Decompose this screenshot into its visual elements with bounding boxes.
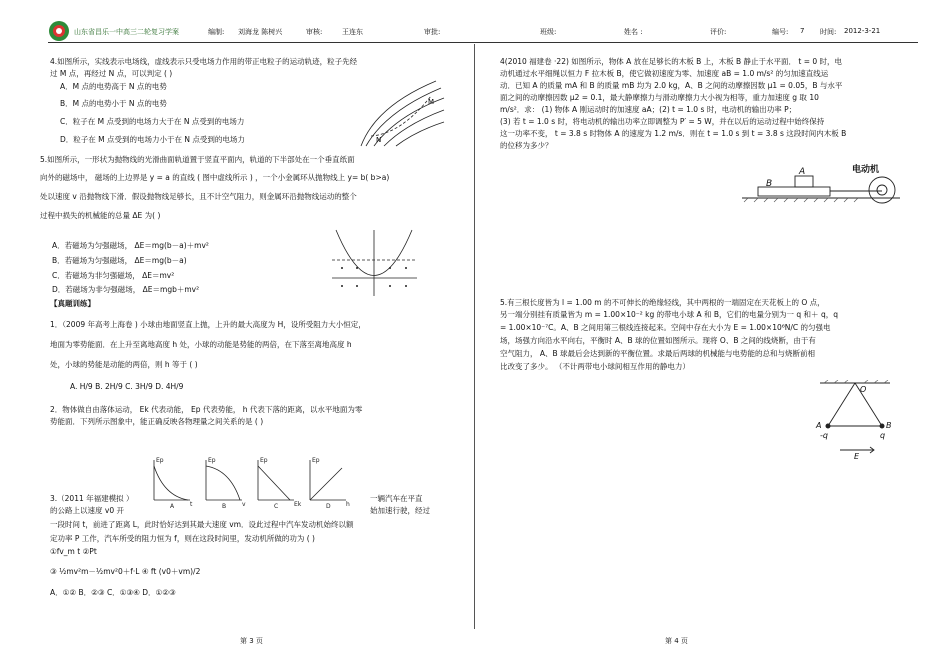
r-q5-line2: 另一端分别挂有质量皆为 m = 1.00×10⁻² kg 的带电小球 A 和 B，它们的电量分别为一 q 和＋ q，q <box>500 310 838 319</box>
r-q4-line7: 这一功率不变， t = 3.8 s 时物体 A 的速度为 1.2 m/s．则在 t = 1.0 s 到 t = 3.8 s 这段时间内木板 B <box>500 129 847 138</box>
name-label: 姓名 : <box>624 28 643 36</box>
fig-a-label: A <box>816 421 822 430</box>
block-b-label: B <box>766 179 773 189</box>
q5-line2: 向外的磁场中， 磁场的上边界是 y = a 的直线 ( 图中虚线所示 ) ，一个小金属环从抛物线上 y= b( b>a) <box>40 173 390 182</box>
number-value: 7 <box>800 27 805 35</box>
t2-line1: 2．物体做自由落体运动， Ek 代表动能， Ep 代表势能， h 代表下落的距离，以水平地面为零 <box>50 405 363 414</box>
graph-a-xlabel: t <box>190 501 193 508</box>
t1-line3: 处，小球的势能是动能的两倍，则 h 等于 ( ) <box>50 360 198 369</box>
reviewer-label: 审核: <box>306 28 323 36</box>
school-name: 山东省昌乐一中高三二轮复习学案 <box>74 28 179 36</box>
r-q5-line5: 空气阻力， A、B 球最后会达到新的平衡位置。求最后两球的机械能与电势能的总和与烧断前相 <box>500 349 816 358</box>
r-q4-line3: 动．已知 A 的质量 mA 和 B 的质量 mB 均为 2.0 kg，A、B 之间的动摩擦因数 μ1 = 0.05，B 与水平 <box>500 81 843 90</box>
fig-minus-q-label: -q <box>820 431 828 440</box>
graph-b-letter: B <box>222 503 227 508</box>
section-title: 【真题训练】 <box>50 299 95 308</box>
q4-line2: 过 M 点，再经过 N 点，可以判定 ( ) <box>50 69 173 78</box>
t1-line2: 地面为零势能面．在上升至离地高度 h 处，小球的动能是势能的两倍，在下落至离地高度 h <box>50 340 352 349</box>
svg-text:M: M <box>428 98 435 106</box>
r-q4-line8: 的位移为多少？ <box>500 141 553 150</box>
t3-line1: 3.（2011 年福建模拟 ） <box>50 494 134 503</box>
block-a-label: A <box>799 167 806 177</box>
graph-a-letter: A <box>170 503 175 508</box>
eval-label: 评价: <box>710 28 727 36</box>
q5-option-a: A．若磁场为匀强磁场， ΔE＝mg(b－a)＋mv² <box>52 241 209 250</box>
t1-line1: 1．（2009 年高考上海卷 ) 小球由地面竖直上抛，上升的最大高度为 H，设所受阻力大小恒定， <box>50 320 366 329</box>
q5-line1: 5.如图所示，一形状为抛物线的光滑曲面轨道置于竖直平面内，轨道的下半部处在一个垂直纸面 <box>40 155 355 164</box>
page-number-right: 第 4 页 <box>665 637 688 645</box>
page-header <box>48 22 918 43</box>
r-q5-line6: 比改变了多少。 （不计两带电小球间相互作用的静电力） <box>500 362 690 371</box>
q5-option-c: C．若磁场为非匀强磁场， ΔE＝mv² <box>52 271 175 280</box>
triangle-figure <box>810 380 900 464</box>
r-q5-line4: 场，场强方向沿水平向右，平衡时 A、B 球的位置如图所示。现将 O、B 之间的线烧断，由于有 <box>500 336 816 345</box>
graphs-figure <box>150 456 355 512</box>
t3-options: A．①② B．②③ C．①③④ D．①②③ <box>50 588 176 597</box>
class-label: 班级: <box>540 28 557 36</box>
r-q5-line1: 5.有三根长度皆为 l = 1.00 m 的不可伸长的绝缘轻线，其中两根的一端固定在天花板上的 O 点， <box>500 298 825 307</box>
r-q4-line5: m/s²．求： (1) 物体 A 刚运动时的加速度 aA；(2) t = 1.0 s 时，电动机的输出功率 P； <box>500 105 797 114</box>
time-value: 2012-3-21 <box>844 27 881 35</box>
t3-line2: 的公路上以速度 v0 开 <box>50 506 124 515</box>
approve-label: 审批: <box>424 28 441 36</box>
column-divider <box>474 44 475 629</box>
t3-line2b: 始加速行驶，经过 <box>370 506 430 515</box>
t3-line1b: 一辆汽车在平直 <box>370 494 423 503</box>
graph-c-xlabel: Ek <box>294 501 302 508</box>
graph-d-xlabel: h <box>346 501 350 508</box>
t3-line5: ①fv_m t ②Pt <box>50 547 97 556</box>
graph-c-letter: C <box>274 503 279 508</box>
q5-option-d: D．若磁场为非匀强磁场， ΔE＝mgb＋mv² <box>52 285 200 294</box>
r-q5-line3: = 1.00×10⁻⁷C。A、B 之间用第三根线连接起来。空间中存在大小为 E = 1.00×10⁶N/C 的匀强电 <box>500 323 831 332</box>
graph-c-ylabel: Ep <box>260 457 268 464</box>
number-label: 编号: <box>772 28 789 36</box>
graph-b-ylabel: Ep <box>208 457 216 464</box>
t3-line4: 定功率 P 工作，汽车所受的阻力恒为 f，则在这段时间里，发动机所做的功为 ( ) <box>50 534 315 543</box>
graph-b-xlabel: v <box>242 501 246 508</box>
parabola-figure <box>322 226 422 304</box>
fig-plus-q-label: q <box>880 431 886 440</box>
r-q4-line2: 动机通过水平细绳以恒力 F 拉木板 B，使它做初速度为零、加速度 aB = 1.0 m/s² 的匀加速直线运 <box>500 69 829 78</box>
r-q4-line4: 面之间的动摩擦因数 μ2 = 0.1，最大静摩擦力与滑动摩擦力大小视为相等，重力加速度 g 取 10 <box>500 93 819 102</box>
svg-text:N: N <box>376 136 382 144</box>
q4-line1: 4.如图所示，实线表示电场线，虚线表示只受电场力作用的带正电粒子的运动轨迹，粒子先经 <box>50 57 358 66</box>
t3-line3: 一段时间 t，前进了距离 L，此时恰好达到其最大速度 vm．设此过程中汽车发动机始终以额 <box>50 520 354 529</box>
q5-option-b: B．若磁场为匀强磁场， ΔE＝mg(b－a) <box>52 256 187 265</box>
page-number-left: 第 3 页 <box>240 637 263 645</box>
t1-options: A. H/9 B. 2H/9 C. 3H/9 D. 4H/9 <box>70 382 184 391</box>
fig-b-label: B <box>886 421 892 430</box>
graph-a-ylabel: Ep <box>156 457 164 464</box>
graph-d-ylabel: Ep <box>312 457 320 464</box>
graph-d-letter: D <box>326 503 331 508</box>
q5-line4: 过程中损失的机械能的总量 ΔE 为( ) <box>40 211 161 220</box>
q4-option-b: B．M 点的电势小于 N 点的电势 <box>60 99 167 108</box>
q4-option-a: A．M 点的电势高于 N 点的电势 <box>60 82 167 91</box>
r-q4-line6: (3) 若 t = 1.0 s 时，将电动机的输出功率立即调整为 P′ = 5 W，并在以后的运动过程中始终保持 <box>500 117 825 126</box>
reviewer: 王连东 <box>342 28 363 36</box>
motor-label: 电动机 <box>852 165 880 175</box>
editor-label: 编制: <box>208 28 225 36</box>
field-lines-figure <box>356 76 446 152</box>
q5-line3: 处以速度 v 沿抛物线下滑．假设抛物线足够长，且不计空气阻力，则金属环沿抛物线运动的整个 <box>40 192 357 201</box>
q4-option-d: D．粒子在 M 点受到的电场力小于在 N 点受到的电场力 <box>60 135 245 144</box>
motor-figure <box>740 160 910 218</box>
time-label: 时间: <box>820 28 837 36</box>
q4-option-c: C．粒子在 M 点受到的电场力大于在 N 点受到的电场力 <box>60 117 245 126</box>
editors: 刘海龙 陈树兴 <box>238 28 283 36</box>
t2-line2: 势能面．下列所示图象中，能正确反映各物理量之间关系的是 ( ) <box>50 417 264 426</box>
r-q4-line1: 4(2010 福建卷 ·22) 如图所示，物体 A 放在足够长的木板 B 上，木板 B 静止于水平面． t = 0 时，电 <box>500 57 843 66</box>
fig-e-label: E <box>854 452 860 460</box>
t3-line6: ③ ½mv²m－½mv²0＋f·L ④ ft (v0＋vm)/2 <box>50 567 201 576</box>
fig-o-label: O <box>860 385 867 394</box>
